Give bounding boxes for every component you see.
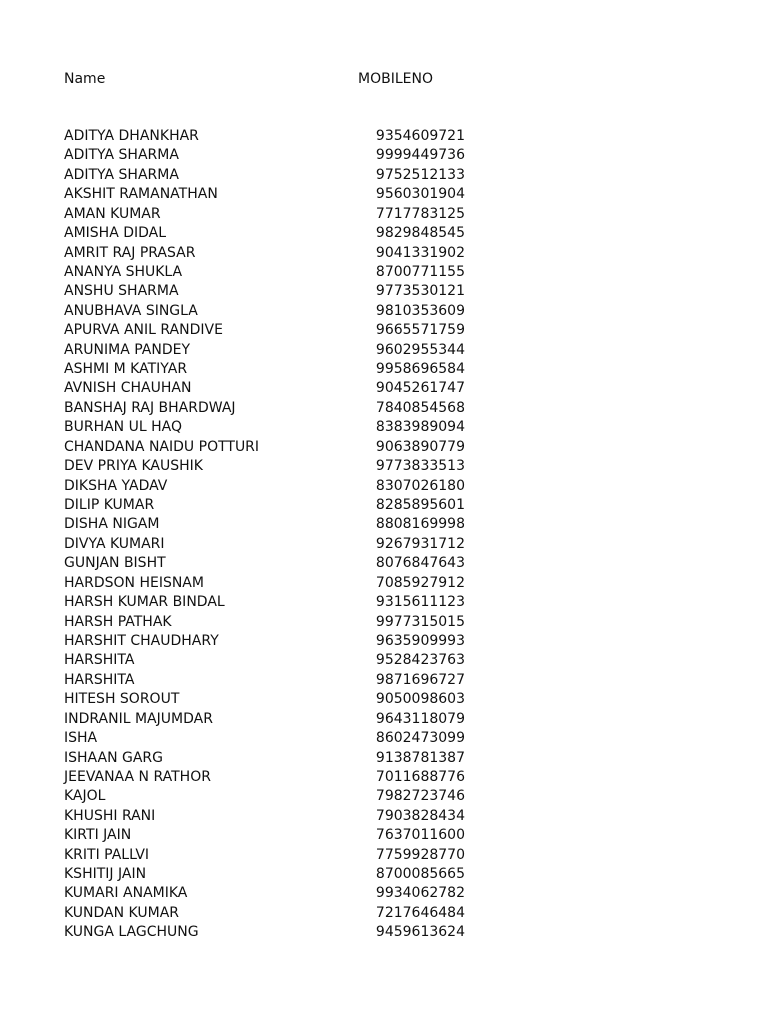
contact-name: KUMARI ANAMIKA bbox=[64, 885, 188, 902]
contact-mobile-number: 9829848545 bbox=[375, 225, 465, 242]
list-item bbox=[64, 515, 484, 534]
contact-name: INDRANIL MAJUMDAR bbox=[64, 710, 213, 727]
list-item bbox=[64, 302, 484, 321]
contact-name: APURVA ANIL RANDIVE bbox=[64, 322, 223, 339]
contact-mobile-number: 9050098603 bbox=[375, 691, 465, 708]
contact-name: HARSHITA bbox=[64, 671, 135, 688]
contact-name: ADITYA DHANKHAR bbox=[64, 128, 199, 144]
contact-name: KAJOL bbox=[64, 788, 106, 805]
contact-mobile-number: 9528423763 bbox=[375, 652, 465, 669]
contact-name: BANSHAJ RAJ BHARDWAJ bbox=[64, 399, 236, 416]
contact-mobile-number: 7717783125 bbox=[375, 205, 465, 222]
contact-name: DEV PRIYA KAUSHIK bbox=[64, 458, 203, 475]
contact-mobile-number: 9602955344 bbox=[375, 341, 465, 358]
contact-name: AKSHIT RAMANATHAN bbox=[64, 186, 218, 203]
contact-name: ANANYA SHUKLA bbox=[64, 263, 183, 280]
contact-mobile-number: 7903828434 bbox=[375, 807, 465, 824]
list-item bbox=[64, 904, 484, 923]
contact-name: HARDSON HEISNAM bbox=[64, 574, 204, 591]
contact-name: ADITYA SHARMA bbox=[64, 147, 179, 164]
list-item bbox=[64, 574, 484, 593]
list-item bbox=[64, 710, 484, 729]
contact-name: AVNISH CHAUHAN bbox=[64, 380, 192, 397]
contact-name: KIRTI JAIN bbox=[64, 827, 132, 844]
list-item bbox=[64, 826, 484, 845]
list-item bbox=[64, 923, 484, 942]
contact-mobile-number: 9315611123 bbox=[375, 594, 465, 611]
contact-mobile-number: 7217646484 bbox=[375, 904, 465, 921]
contact-name: AMAN KUMAR bbox=[64, 205, 161, 222]
list-item bbox=[64, 554, 484, 573]
list-item bbox=[64, 690, 484, 709]
contact-mobile-number: 9773833513 bbox=[375, 458, 465, 475]
contact-mobile-number: 8808169998 bbox=[375, 516, 465, 533]
contact-name: AMISHA DIDAL bbox=[64, 225, 167, 242]
list-item bbox=[64, 224, 484, 243]
list-item bbox=[64, 282, 484, 301]
contact-name: ANUBHAVA SINGLA bbox=[64, 302, 198, 319]
contact-mobile-number: 7637011600 bbox=[375, 827, 465, 844]
list-item bbox=[64, 749, 484, 768]
list-item bbox=[64, 477, 484, 496]
contact-name: DILIP KUMAR bbox=[64, 497, 155, 514]
contact-mobile-number: 9063890779 bbox=[375, 438, 465, 455]
list-item bbox=[64, 768, 484, 787]
contact-mobile-number: 9459613624 bbox=[375, 924, 465, 941]
list-item bbox=[64, 263, 484, 282]
contact-name: CHANDANA NAIDU POTTURI bbox=[64, 438, 260, 455]
contact-mobile-number: 9810353609 bbox=[375, 302, 465, 319]
contact-mobile-number: 9773530121 bbox=[375, 283, 465, 300]
list-item bbox=[64, 457, 484, 476]
list-item bbox=[64, 418, 484, 437]
contact-mobile-number: 8700771155 bbox=[375, 263, 465, 280]
contact-name: ARUNIMA PANDEY bbox=[64, 341, 191, 358]
contact-name: DIKSHA YADAV bbox=[64, 477, 168, 494]
contact-mobile-number: 9643118079 bbox=[375, 710, 465, 727]
list-item bbox=[64, 807, 484, 826]
contact-mobile-number: 7011688776 bbox=[375, 768, 465, 785]
contact-mobile-number: 8285895601 bbox=[375, 497, 465, 514]
contact-name: GUNJAN BISHT bbox=[64, 555, 166, 572]
contact-name: ISHA bbox=[64, 730, 98, 747]
contact-name: DISHA NIGAM bbox=[64, 516, 160, 533]
contact-name: HARSH KUMAR BINDAL bbox=[64, 594, 225, 611]
contact-mobile-number: 8076847643 bbox=[375, 555, 465, 572]
list-item bbox=[64, 205, 484, 224]
mobile-column-header: MOBILENO bbox=[358, 71, 433, 87]
contact-mobile-number: 8307026180 bbox=[375, 477, 465, 494]
list-item bbox=[64, 244, 484, 263]
list-item bbox=[64, 438, 484, 457]
list-item bbox=[64, 146, 484, 165]
list-item bbox=[64, 185, 484, 204]
contact-mobile-number: 9958696584 bbox=[375, 361, 465, 378]
contact-mobile-number: 9752512133 bbox=[375, 166, 465, 183]
contact-name: KUNGA LAGCHUNG bbox=[64, 924, 199, 941]
contact-mobile-number: 9999449736 bbox=[375, 147, 465, 164]
list-item bbox=[64, 166, 484, 185]
list-item bbox=[64, 360, 484, 379]
contact-name: ANSHU SHARMA bbox=[64, 283, 179, 300]
contact-mobile-number: 9560301904 bbox=[375, 186, 465, 203]
contact-name: DIVYA KUMARI bbox=[64, 535, 165, 552]
contact-name: ASHMI M KATIYAR bbox=[64, 361, 188, 378]
list-item bbox=[64, 127, 484, 146]
contact-name: KUNDAN KUMAR bbox=[64, 904, 179, 921]
contact-mobile-number: 7840854568 bbox=[375, 399, 465, 416]
contact-mobile-number: 8700085665 bbox=[375, 866, 465, 883]
contact-mobile-number: 9138781387 bbox=[375, 749, 465, 766]
list-item bbox=[64, 884, 484, 903]
list-item bbox=[64, 632, 484, 651]
contact-name: ADITYA SHARMA bbox=[64, 166, 179, 183]
contact-list bbox=[64, 127, 484, 943]
list-item bbox=[64, 321, 484, 340]
contact-name: ISHAAN GARG bbox=[64, 749, 164, 766]
list-item bbox=[64, 496, 484, 515]
contact-name: HARSHIT CHAUDHARY bbox=[64, 632, 219, 649]
contact-name: BURHAN UL HAQ bbox=[64, 419, 182, 436]
contact-name: KHUSHI RANI bbox=[64, 807, 156, 824]
contact-name: KSHITIJ JAIN bbox=[64, 866, 147, 883]
list-item bbox=[64, 846, 484, 865]
contact-mobile-number: 9871696727 bbox=[375, 671, 465, 688]
list-item bbox=[64, 613, 484, 632]
list-item bbox=[64, 651, 484, 670]
list-item bbox=[64, 729, 484, 748]
contact-mobile-number: 9267931712 bbox=[375, 535, 465, 552]
contact-mobile-number: 9045261747 bbox=[375, 380, 465, 397]
contact-name: KRITI PALLVI bbox=[64, 846, 150, 863]
contact-mobile-number: 9934062782 bbox=[375, 885, 465, 902]
list-item bbox=[64, 787, 484, 806]
list-item bbox=[64, 341, 484, 360]
contact-mobile-number: 7085927912 bbox=[375, 574, 465, 591]
contact-mobile-number: 9665571759 bbox=[375, 322, 465, 339]
contact-mobile-number: 9635909993 bbox=[375, 632, 465, 649]
contact-mobile-number: 8602473099 bbox=[375, 730, 465, 747]
name-column-header: Name bbox=[64, 71, 106, 87]
contact-name: JEEVANAA N RATHOR bbox=[64, 768, 211, 785]
contact-name: HITESH SOROUT bbox=[64, 691, 180, 708]
contact-mobile-number: 8383989094 bbox=[375, 419, 465, 436]
list-item bbox=[64, 535, 484, 554]
contact-name: AMRIT RAJ PRASAR bbox=[64, 244, 196, 261]
contact-mobile-number: 7982723746 bbox=[375, 788, 465, 805]
contact-mobile-number: 9354609721 bbox=[375, 128, 465, 144]
list-item bbox=[64, 379, 484, 398]
contact-mobile-number: 9977315015 bbox=[375, 613, 465, 630]
list-item bbox=[64, 593, 484, 612]
contact-name: HARSH PATHAK bbox=[64, 613, 172, 630]
contact-mobile-number: 9041331902 bbox=[375, 244, 465, 261]
contact-name: HARSHITA bbox=[64, 652, 135, 669]
list-item bbox=[64, 865, 484, 884]
list-item bbox=[64, 671, 484, 690]
contact-mobile-number: 7759928770 bbox=[375, 846, 465, 863]
list-item bbox=[64, 399, 484, 418]
